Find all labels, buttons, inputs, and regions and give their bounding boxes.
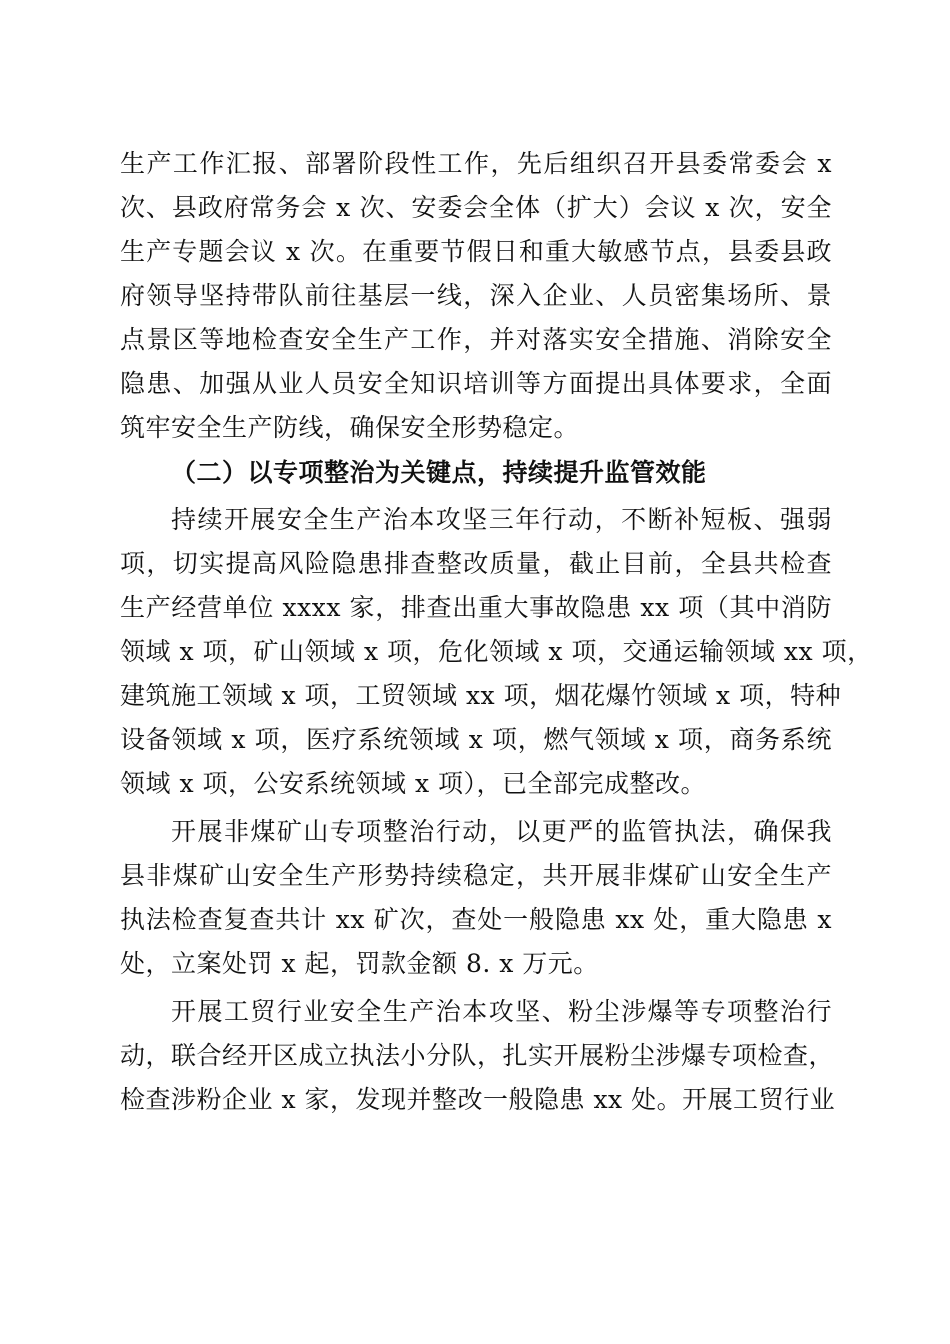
paragraph-4-line-2: 动，联合经开区成立执法小分队，扎实开展粉尘涉爆专项检查， — [120, 1041, 835, 1070]
paragraph-2-line-4: 领域 x 项，矿山领域 x 项，危化领域 x 项，交通运输领域 xx 项， — [120, 637, 873, 666]
paragraph-1-line-6: 隐患、加强从业人员安全知识培训等方面提出具体要求，全面 — [120, 369, 832, 398]
paragraph-4-line-1: 开展工贸行业安全生产治本攻坚、粉尘涉爆等专项整治行 — [171, 997, 832, 1026]
section-heading-2: （二）以专项整治为关键点，持续提升监管效能 — [171, 458, 707, 487]
paragraph-3-line-1: 开展非煤矿山专项整治行动，以更严的监管执法，确保我 — [171, 817, 832, 846]
paragraph-4-line-3: 检查涉粉企业 x 家，发现并整改一般隐患 xx 处。开展工贸行业 — [120, 1085, 836, 1114]
paragraph-2-line-1: 持续开展安全生产治本攻坚三年行动，不断补短板、强弱 — [171, 505, 832, 534]
paragraph-1-line-2: 次、县政府常务会 x 次、安委会全体（扩大）会议 x 次，安全 — [120, 193, 832, 222]
paragraph-3-line-4: 处，立案处罚 x 起，罚款金额 8. x 万元。 — [120, 949, 599, 978]
paragraph-3-line-3: 执法检查复查共计 xx 矿次，查处一般隐患 xx 处，重大隐患 x — [120, 905, 832, 934]
paragraph-1-line-4: 府领导坚持带队前往基层一线，深入企业、人员密集场所、景 — [120, 281, 832, 310]
paragraph-2-line-6: 设备领域 x 项，医疗系统领域 x 项，燃气领域 x 项，商务系统 — [120, 725, 832, 754]
paragraph-2-line-2: 项，切实提高风险隐患排查整改质量，截止目前，全县共检查 — [120, 549, 832, 578]
paragraph-3-line-2: 县非煤矿山安全生产形势持续稳定，共开展非煤矿山安全生产 — [120, 861, 832, 890]
paragraph-1-line-1: 生产工作汇报、部署阶段性工作，先后组织召开县委常委会 x — [120, 149, 832, 178]
paragraph-1-line-5: 点景区等地检查安全生产工作，并对落实安全措施、消除安全 — [120, 325, 832, 354]
paragraph-1-line-3: 生产专题会议 x 次。在重要节假日和重大敏感节点，县委县政 — [120, 237, 832, 266]
paragraph-2-line-5: 建筑施工领域 x 项，工贸领域 xx 项，烟花爆竹领域 x 项，特种 — [120, 681, 842, 710]
paragraph-1-line-7: 筑牢安全生产防线，确保安全形势稳定。 — [120, 413, 580, 442]
paragraph-2-line-7: 领域 x 项，公安系统领域 x 项），已全部完成整改。 — [120, 769, 706, 798]
paragraph-2-line-3: 生产经营单位 xxxx 家，排查出重大事故隐患 xx 项（其中消防 — [120, 593, 832, 622]
